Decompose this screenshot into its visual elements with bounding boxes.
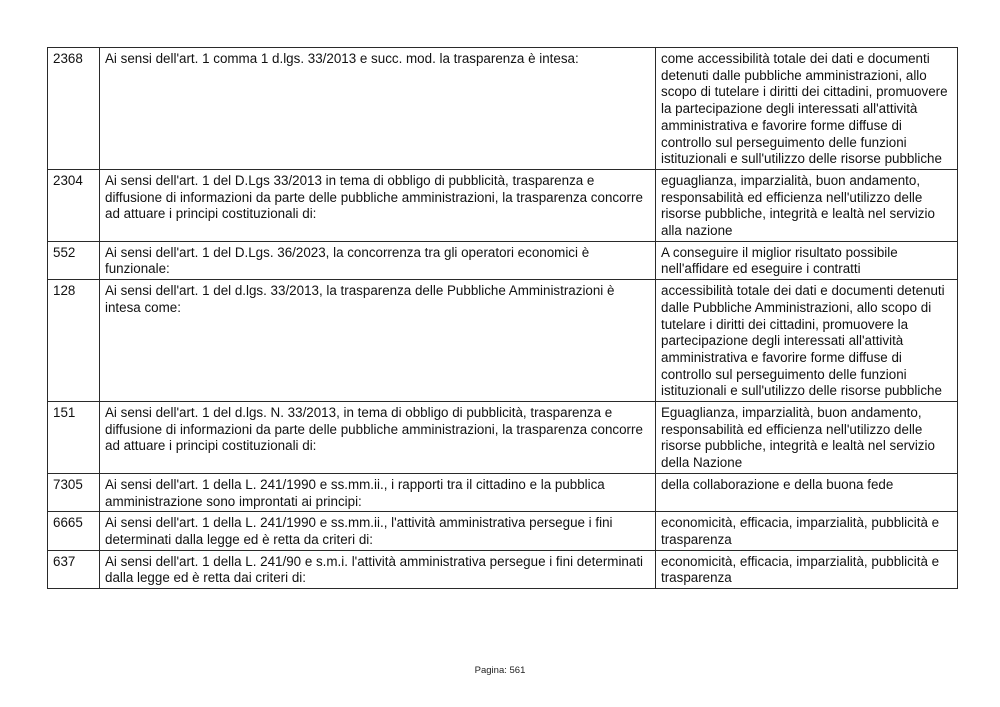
questions-table [47,47,958,589]
row-question: Ai sensi dell'art. 1 del d.lgs. 33/2013, la trasparenza delle Pubbliche Amministrazioni è intesa come: [100,280,656,402]
row-question: Ai sensi dell'art. 1 del D.Lgs. 36/2023, la concorrenza tra gli operatori economici è funzionale: [100,241,656,279]
row-question: Ai sensi dell'art. 1 della L. 241/1990 e ss.mm.ii., i rapporti tra il cittadino e la pubblica amministrazione sono improntati ai principi: [100,473,656,511]
table-row [48,169,958,241]
row-answer: Eguaglianza, imparzialità, buon andamento, responsabilità ed efficienza nell'utilizzo delle risorse pubbliche, integrità e lealtà nel servizio della Nazione [656,402,958,474]
row-id: 637 [48,550,100,588]
row-id: 6665 [48,512,100,550]
row-id: 2304 [48,169,100,241]
row-answer: della collaborazione e della buona fede [656,473,958,511]
row-id: 128 [48,280,100,402]
row-answer: economicità, efficacia, imparzialità, pubblicità e trasparenza [656,550,958,588]
row-answer: economicità, efficacia, imparzialità, pubblicità e trasparenza [656,512,958,550]
table-row [48,402,958,474]
row-id: 151 [48,402,100,474]
row-question: Ai sensi dell'art. 1 del d.lgs. N. 33/2013, in tema di obbligo di pubblicità, trasparenza e diffusione di informazioni da parte delle pubbliche amministrazioni, la trasparenza concorre ad attuare i principi costituzionali di: [100,402,656,474]
row-answer: A conseguire il miglior risultato possibile nell'affidare ed eseguire i contratti [656,241,958,279]
row-answer: come accessibilità totale dei dati e documenti detenuti dalle pubbliche amministrazioni, allo scopo di tutelare i diritti dei cittadini, promuovere la partecipazione degli interessati all'attività amministrativa e favorire forme diffuse di controllo sul perseguimento delle funzioni istituzionali e sull'utilizzo delle risorse pubbliche [656,48,958,170]
table-row [48,473,958,511]
page-number: Pagina: 561 [474,665,526,676]
row-answer: accessibilità totale dei dati e documenti detenuti dalle Pubbliche Amministrazioni, allo scopo di tutelare i diritti dei cittadini, promuovere la partecipazione degli interessati all'attività amministrativa e favorire forme diffuse di controllo sul perseguimento delle funzioni istituzionali e sull'utilizzo delle risorse pubbliche [656,280,958,402]
row-id: 7305 [48,473,100,511]
row-question: Ai sensi dell'art. 1 della L. 241/1990 e ss.mm.ii., l'attività amministrativa persegue i fini determinati dalla legge ed è retta da criteri di: [100,512,656,550]
table-row [48,512,958,550]
row-question: Ai sensi dell'art. 1 comma 1 d.lgs. 33/2013 e succ. mod. la trasparenza è intesa: [100,48,656,170]
row-id: 552 [48,241,100,279]
table-row [48,550,958,588]
row-question: Ai sensi dell'art. 1 della L. 241/90 e s.m.i. l'attività amministrativa persegue i fini determinati dalla legge ed è retta dai criteri di: [100,550,656,588]
row-question: Ai sensi dell'art. 1 del D.Lgs 33/2013 in tema di obbligo di pubblicità, trasparenza e diffusione di informazioni da parte delle pubbliche amministrazioni, la trasparenza concorre ad attuare i principi costituzionali di: [100,169,656,241]
table-row [48,48,958,170]
row-id: 2368 [48,48,100,170]
table-row [48,241,958,279]
table-row [48,280,958,402]
row-answer: eguaglianza, imparzialità, buon andamento, responsabilità ed efficienza nell'utilizzo delle risorse pubbliche, integrità e lealtà nel servizio alla nazione [656,169,958,241]
